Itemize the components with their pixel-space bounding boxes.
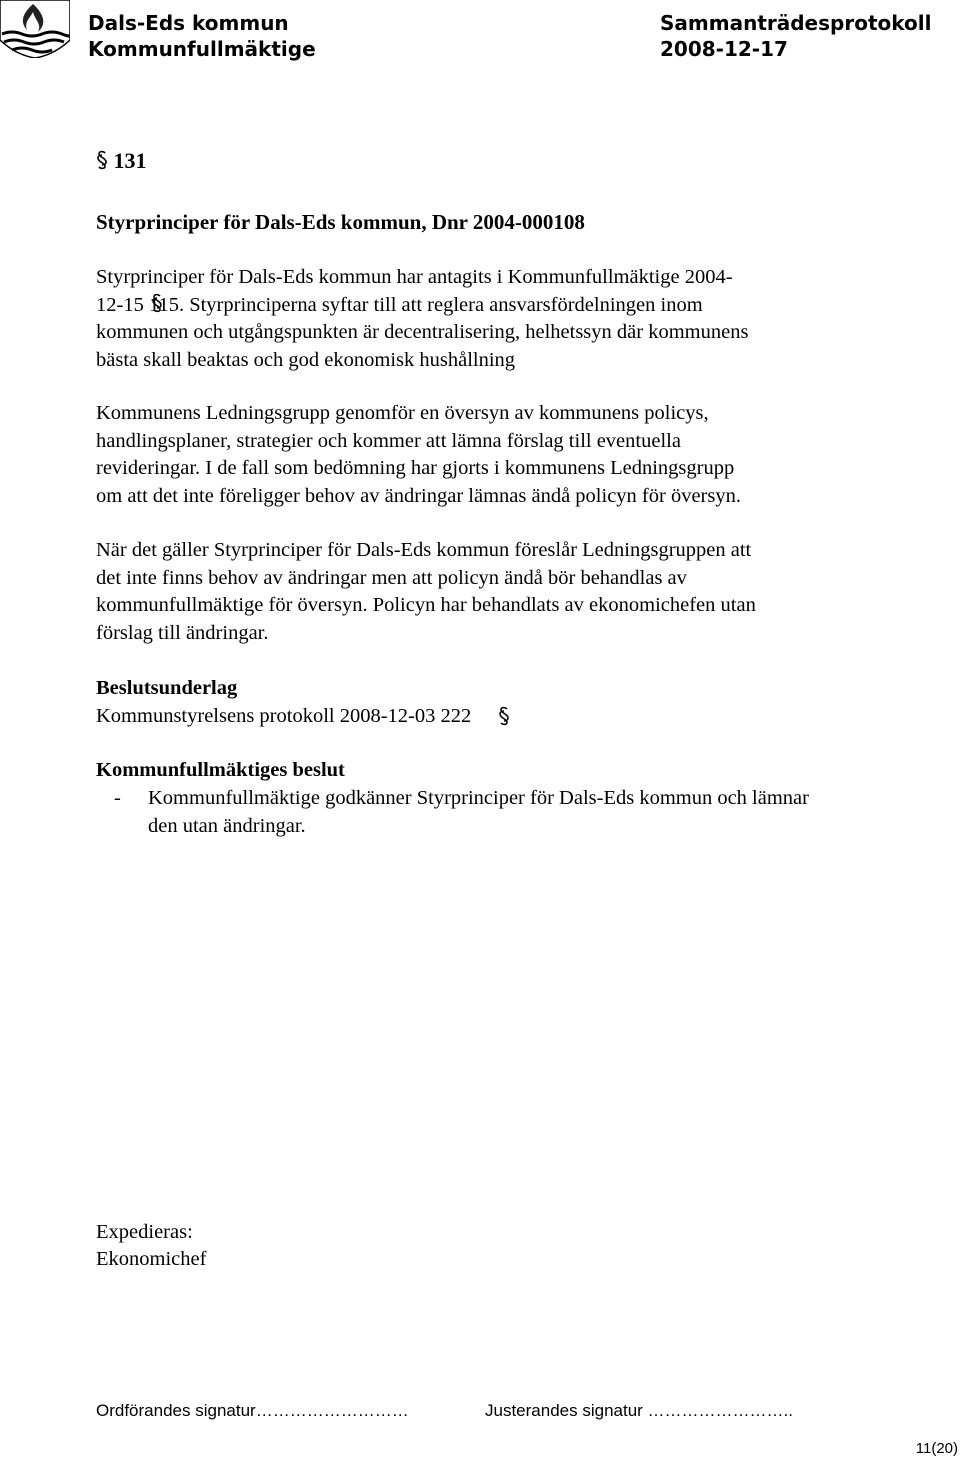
section-number-text: 131 — [108, 148, 147, 173]
page-number: 11(20) — [915, 1440, 958, 1457]
decision-bullet: - — [114, 787, 121, 809]
dispatch-label: Expedieras: — [96, 1221, 193, 1243]
section-number — [96, 148, 147, 174]
decision-text: Kommunfullmäktige godkänner Styrprinciper för Dals-Eds kommun och lämnar den utan ändringar. — [148, 787, 809, 837]
basis-heading: Beslutsunderlag — [96, 677, 238, 699]
chair-signature: Ordförandes signatur……………………… — [96, 1401, 409, 1420]
basis-text: Kommunstyrelsens protokoll 2008-12-03 222 — [96, 705, 472, 727]
section-sign-icon — [96, 150, 108, 170]
header-date: 2008-12-17 — [660, 37, 788, 61]
dispatch-recipient: Ekonomichef — [96, 1248, 207, 1270]
section-title: Styrprinciper för Dals-Eds kommun, Dnr 2004-000108 — [96, 210, 585, 234]
paragraph-1: Styrprinciper för Dals-Eds kommun har antagits i Kommunfullmäktige 2004- 12-15 115. Styrprinciperna syftar till att reglera ansvarsfördelningen inom kommunen och utgångspunkten är decentralisering, helhetssyn där kommunens bästa skall beaktas och god ekonomisk hushållning — [96, 266, 749, 371]
decision-heading: Kommunfullmäktiges beslut — [96, 759, 345, 781]
paragraph-3: När det gäller Styrprinciper för Dals-Eds kommun föreslår Ledningsgruppen att det inte finns behov av ändringar men att policyn ändå bör behandlas av kommunfullmäktige för översyn. Policyn har behandlats av ekonomichefen utan förslag till ändringar. — [96, 539, 756, 644]
section-sign-icon — [498, 706, 510, 726]
header-body: Kommunfullmäktige — [88, 37, 316, 61]
section-sign-icon — [151, 293, 163, 313]
municipality-logo — [0, 0, 70, 58]
coat-of-arms-icon — [0, 0, 70, 58]
header-municipality: Dals-Eds kommun — [88, 11, 289, 35]
header-doc-type: Sammanträdesprotokoll — [660, 11, 932, 35]
paragraph-2: Kommunens Ledningsgrupp genomför en översyn av kommunens policys, handlingsplaner, strategier och kommer att lämna förslag till eventuella revideringar. I de fall som bedömning har gjorts i kommunens Ledningsgrupp om att det inte föreligger behov av ändringar lämnas ändå policyn för översyn. — [96, 402, 741, 507]
adjuster-signature: Justerandes signatur …………………….. — [485, 1401, 793, 1420]
